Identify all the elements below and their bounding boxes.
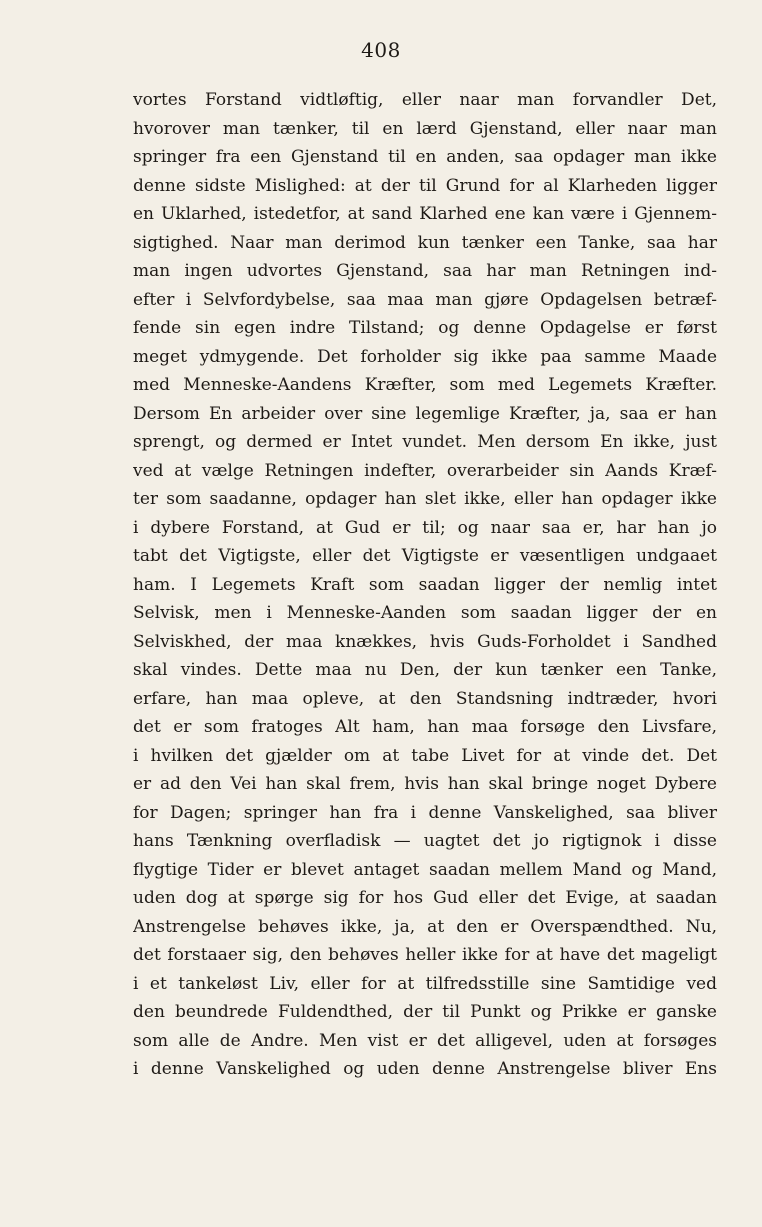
text-line: ter som saadanne, opdager han slet ikke, eller han opdager ikke [133,489,717,509]
text-line: i dybere Forstand, at Gud er til; og naar saa er, har han jo [133,517,717,538]
text-line: ham. I Legemets Kraft som saadan ligger der nemlig intet [133,574,717,595]
text-line: hans Tænkning overfladisk — uagtet det jo rigtignok i disse [133,831,717,851]
text-line: vortes Forstand vidtløftig, eller naar man forvandler Det, [133,90,717,110]
text-line: som alle de Andre. Men vist er det alligevel, uden at forsøges [133,1030,717,1051]
text-line: den beundrede Fuldendthed, der til Punkt og Prikke er ganske [133,1002,717,1022]
text-line: man ingen udvortes Gjenstand, saa har man Retningen ind- [133,261,717,281]
text-line: en Uklarhed, istedetfor, at sand Klarhed ene kan være i Gjennem- [133,204,717,224]
text-line: med Menneske-Aandens Kræfter, som med Legemets Kræfter. [133,375,717,395]
body-text [133,86,717,1084]
text-line: tabt det Vigtigste, eller det Vigtigste er væsentligen undgaaet [133,546,717,566]
text-line: flygtige Tider er blevet antaget saadan mellem Mand og Mand, [133,859,717,880]
text-line: hvorover man tænker, til en lærd Gjenstand, eller naar man [133,118,717,139]
text-line: i et tankeløst Liv, eller for at tilfredsstille sine Samtidige ved [133,973,717,994]
text-line: i denne Vanskelighed og uden denne Anstrengelse bliver Ens [133,1059,717,1079]
text-line: fende sin egen indre Tilstand; og denne Opdagelse er først [133,318,717,338]
page-number: 408 [361,38,401,62]
text-line: ved at vælge Retningen indefter, overarbeider sin Aands Kræf- [133,460,717,481]
text-line: sigtighed. Naar man derimod kun tænker een Tanke, saa har [133,232,717,253]
text-line: for Dagen; springer han fra i denne Vanskelighed, saa bliver [133,802,717,823]
text-line: efter i Selvfordybelse, saa maa man gjøre Opdagelsen betræf- [133,289,717,310]
text-line: det forstaaer sig, den behøves heller ikke for at have det mageligt [133,945,717,965]
text-line: springer fra een Gjenstand til en anden, saa opdager man ikke [133,147,717,167]
text-line: Anstrengelse behøves ikke, ja, at den er Overspændthed. Nu, [133,916,717,937]
text-line: sprengt, og dermed er Intet vundet. Men dersom En ikke, just [133,432,717,452]
text-line: er ad den Vei han skal frem, hvis han skal bringe noget Dybere [133,774,717,794]
text-line: Selviskhed, der maa knækkes, hvis Guds-Forholdet i Sandhed [133,631,717,652]
text-line: erfare, han maa opleve, at den Standsning indtræder, hvori [133,688,717,709]
text-line: skal vindes. Dette maa nu Den, der kun tænker een Tanke, [133,660,717,680]
text-line: Dersom En arbeider over sine legemlige Kræfter, ja, saa er han [133,403,717,424]
text-line: meget ydmygende. Det forholder sig ikke paa samme Maade [133,346,717,367]
text-line: denne sidste Mislighed: at der til Grund for al Klarheden ligger [133,175,717,196]
text-line: uden dog at spørge sig for hos Gud eller det Evige, at saadan [133,888,717,908]
text-line: Selvisk, men i Menneske-Aanden som saadan ligger der en [133,603,717,623]
text-line: i hvilken det gjælder om at tabe Livet for at vinde det. Det [133,745,717,766]
text-line: det er som fratoges Alt ham, han maa forsøge den Livsfare, [133,717,717,737]
